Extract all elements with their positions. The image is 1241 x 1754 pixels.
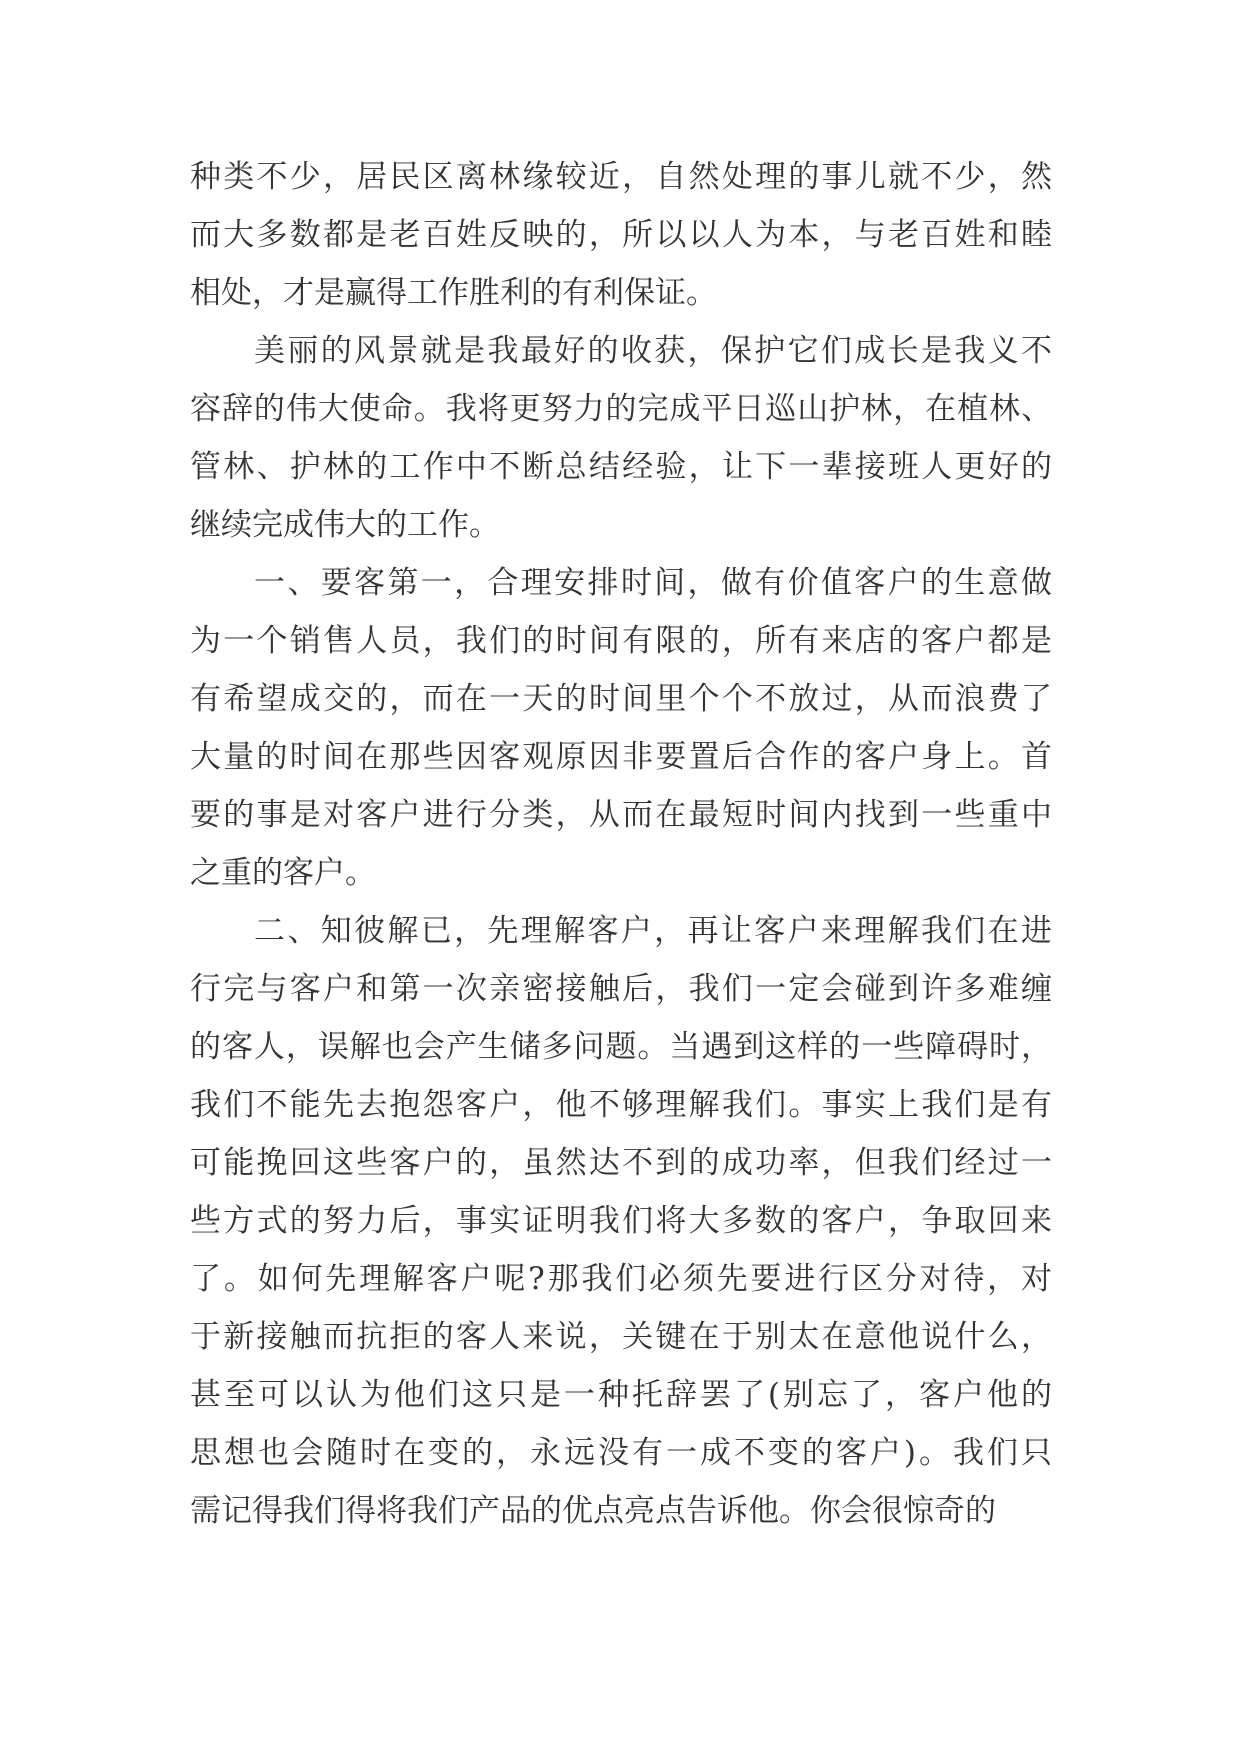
paragraph bbox=[190, 554, 1052, 902]
text-line: 于新接触而抗拒的客人来说，关键在于别太在意他说什么， bbox=[190, 1319, 1052, 1355]
text-line: 我们不能先去抱怨客户，他不够理解我们。事实上我们是有 bbox=[190, 1087, 1052, 1123]
text-line: 容辞的伟大使命。我将更努力的完成平日巡山护林，在植林、 bbox=[190, 391, 1052, 427]
paragraph bbox=[190, 148, 1052, 322]
text-line: 甚至可以认为他们这只是一种托辞罢了(别忘了，客户他的 bbox=[190, 1377, 1052, 1413]
paragraph bbox=[190, 322, 1052, 554]
text-line: 思想也会随时在变的，永远没有一成不变的客户)。我们只 bbox=[190, 1435, 1052, 1471]
text-line: 美丽的风景就是我最好的收获，保护它们成长是我义不 bbox=[254, 333, 1052, 369]
text-line: 行完与客户和第一次亲密接触后，我们一定会碰到许多难缠 bbox=[190, 971, 1052, 1007]
text-line: 为一个销售人员，我们的时间有限的，所有来店的客户都是 bbox=[190, 623, 1052, 659]
text-line: 而大多数都是老百姓反映的，所以以人为本，与老百姓和睦 bbox=[190, 217, 1052, 253]
text-line: 一、要客第一，合理安排时间，做有价值客户的生意做 bbox=[254, 565, 1052, 601]
text-line: 大量的时间在那些因客观原因非要置后合作的客户身上。首 bbox=[190, 739, 1052, 775]
text-line: 有希望成交的，而在一天的时间里个个不放过，从而浪费了 bbox=[190, 681, 1052, 717]
text-line: 了。如何先理解客户呢?那我们必须先要进行区分对待，对 bbox=[190, 1261, 1052, 1297]
text-line: 之重的客户。 bbox=[190, 855, 376, 891]
text-line: 需记得我们得将我们产品的优点亮点告诉他。你会很惊奇的 bbox=[190, 1493, 996, 1529]
text-line: 管林、护林的工作中不断总结经验，让下一辈接班人更好的 bbox=[190, 449, 1052, 485]
text-line: 继续完成伟大的工作。 bbox=[190, 507, 500, 543]
text-line: 相处，才是赢得工作胜利的有利保证。 bbox=[190, 275, 717, 311]
text-line: 些方式的努力后，事实证明我们将大多数的客户，争取回来 bbox=[190, 1203, 1052, 1239]
text-line: 可能挽回这些客户的，虽然达不到的成功率，但我们经过一 bbox=[190, 1145, 1052, 1181]
text-line: 要的事是对客户进行分类，从而在最短时间内找到一些重中 bbox=[190, 797, 1052, 833]
paragraph bbox=[190, 902, 1052, 1540]
text-line: 种类不少，居民区离林缘较近，自然处理的事儿就不少，然 bbox=[190, 159, 1052, 195]
document-body bbox=[190, 148, 1052, 1540]
text-line: 二、知彼解已，先理解客户，再让客户来理解我们在进 bbox=[254, 913, 1052, 949]
text-line: 的客人，误解也会产生储多问题。当遇到这样的一些障碍时， bbox=[190, 1029, 1052, 1065]
